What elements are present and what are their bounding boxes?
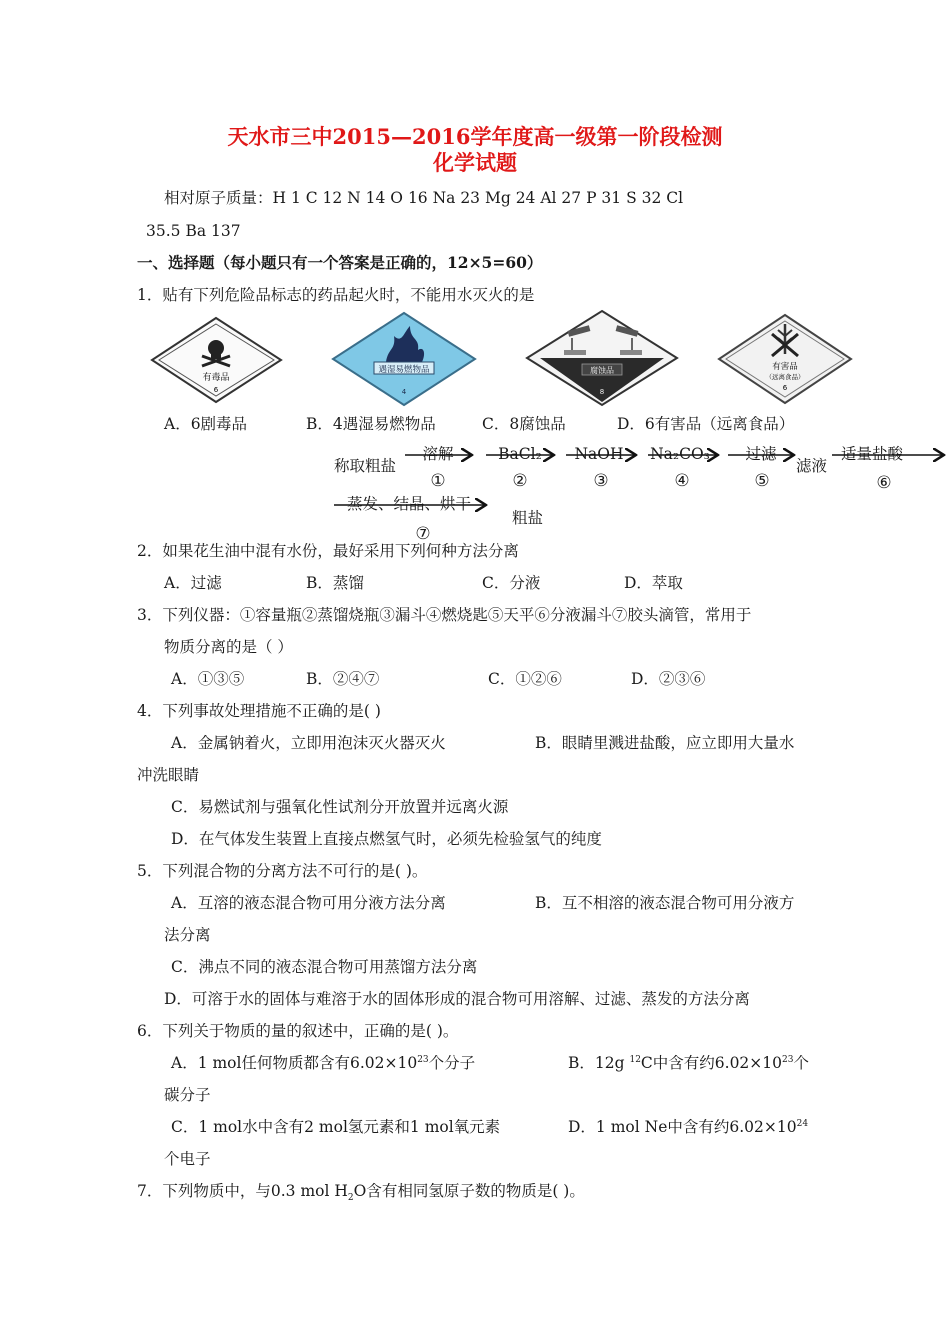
flow-step-4: Na₂CO₃ bbox=[650, 445, 710, 463]
flow-end: 粗盐 bbox=[512, 509, 544, 527]
svg-text:8: 8 bbox=[599, 388, 605, 396]
flow-step-1: 溶解 bbox=[422, 445, 454, 463]
q3-stem-line1: 3．下列仪器：①容量瓶②蒸馏烧瓶③漏斗④燃烧匙⑤天平⑥分液漏斗⑦胶头滴管，常用于 bbox=[137, 606, 752, 624]
flow-step-5: 过滤 bbox=[745, 445, 777, 463]
atomic-masses-line1: 相对原子质量：H 1 C 12 N 14 O 16 Na 23 Mg 24 Al 27 P 31 S 32 Cl bbox=[164, 189, 684, 207]
flow-step-7: 蒸发、结晶、烘干 bbox=[346, 495, 471, 513]
page-title: 天水市三中2015—2016学年度高一级第一阶段检测 bbox=[227, 124, 723, 149]
q2-option-d[interactable]: D．萃取 bbox=[624, 574, 683, 592]
flow-step-2: BaCl₂ bbox=[498, 445, 542, 463]
q5-option-c[interactable]: C．沸点不同的液态混合物可用蒸馏方法分离 bbox=[171, 958, 478, 976]
q2-stem: 2．如果花生油中混有水份，最好采用下列何种方法分离 bbox=[137, 542, 519, 560]
q4-option-d[interactable]: D．在气体发生装置上直接点燃氢气时，必须先检验氢气的纯度 bbox=[171, 830, 602, 848]
q6-option-b-cont: 碳分子 bbox=[164, 1086, 211, 1104]
flow-start: 称取粗盐 bbox=[334, 457, 397, 475]
flow-step-6: 适量盐酸 bbox=[840, 445, 903, 463]
q3-option-b[interactable]: B．②④⑦ bbox=[306, 670, 380, 688]
q5-option-b-cont: 法分离 bbox=[164, 926, 211, 944]
q5-option-b[interactable]: B．互不相溶的液态混合物可用分液方 bbox=[535, 894, 795, 912]
flow-num-6: ⑥ bbox=[876, 473, 892, 493]
q1-option-c[interactable]: C．8腐蚀品 bbox=[482, 415, 566, 433]
q3-stem-line2: 物质分离的是（ ） bbox=[164, 638, 293, 656]
q2-option-b[interactable]: B．蒸馏 bbox=[306, 574, 364, 592]
svg-text:4: 4 bbox=[401, 388, 407, 396]
q2-option-c[interactable]: C．分液 bbox=[482, 574, 541, 592]
flow-num-2: ② bbox=[512, 471, 528, 491]
flow-num-3: ③ bbox=[593, 471, 609, 491]
q1-option-d[interactable]: D．6有害品（远离食品） bbox=[617, 415, 795, 433]
flow-num-4: ④ bbox=[674, 471, 690, 491]
q2-option-a[interactable]: A．过滤 bbox=[164, 574, 222, 592]
flow-arrows bbox=[0, 0, 950, 520]
flow-num-5: ⑤ bbox=[754, 471, 770, 491]
flow-mid: 滤液 bbox=[796, 457, 828, 475]
atomic-masses-line2: 35.5 Ba 137 bbox=[146, 222, 241, 240]
q7-stem: 7．下列物质中，与0.3 mol $H_2O$含有相同氢原子数的物质是( )。 bbox=[137, 1182, 585, 1204]
q1-option-a[interactable]: A．6剧毒品 bbox=[164, 415, 248, 433]
page-subtitle: 化学试题 bbox=[433, 150, 517, 175]
flow-num-1: ① bbox=[430, 471, 446, 491]
section-heading: 一、选择题（每小题只有一个答案是正确的，12×5=60） bbox=[137, 253, 543, 272]
flow-step-3: NaOH bbox=[574, 445, 624, 463]
q6-option-a[interactable]: A．1 mol任何物质都含有$6.02\times 10^{23}$个分子 bbox=[171, 1054, 476, 1072]
q1-option-b[interactable]: B．4遇湿易燃物品 bbox=[306, 415, 436, 433]
q4-stem: 4．下列事故处理措施不正确的是( ) bbox=[137, 702, 381, 720]
q6-option-b[interactable]: B．12g $^{12}$C中含有约$6.02\times 10^{23}$个 bbox=[568, 1054, 809, 1072]
q4-option-a[interactable]: A．金属钠着火，立即用泡沫灭火器灭火 bbox=[171, 734, 446, 752]
svg-text:腐蚀品: 腐蚀品 bbox=[590, 366, 614, 375]
q3-option-c[interactable]: C．①②⑥ bbox=[488, 670, 562, 688]
q4-option-b[interactable]: B．眼睛里溅进盐酸，应立即用大量水 bbox=[535, 734, 795, 752]
q5-option-a[interactable]: A．互溶的液态混合物可用分液方法分离 bbox=[171, 894, 446, 912]
q3-option-a[interactable]: A．①③⑤ bbox=[171, 670, 245, 688]
svg-text:6: 6 bbox=[782, 384, 788, 392]
svg-text:有害品: 有害品 bbox=[772, 362, 798, 372]
q3-option-d[interactable]: D．②③⑥ bbox=[631, 670, 706, 688]
q6-option-d-cont: 个电子 bbox=[164, 1150, 211, 1168]
q4-option-b-cont: 冲洗眼睛 bbox=[137, 766, 200, 784]
q4-option-c[interactable]: C．易燃试剂与强氧化性试剂分开放置并远离火源 bbox=[171, 798, 509, 816]
q6-option-d[interactable]: D．1 mol Ne中含有约$6.02\times 10^{24}$ bbox=[568, 1118, 809, 1136]
flow-num-7: ⑦ bbox=[415, 524, 431, 544]
svg-text:（远离食品）: （远离食品） bbox=[765, 373, 805, 381]
q6-stem: 6．下列关于物质的量的叙述中，正确的是( )。 bbox=[137, 1022, 459, 1040]
svg-text:有毒品: 有毒品 bbox=[202, 373, 230, 383]
q5-stem: 5．下列混合物的分离方法不可行的是( )。 bbox=[137, 862, 428, 880]
svg-text:6: 6 bbox=[213, 386, 219, 394]
q6-option-c[interactable]: C．1 mol水中含有2 mol氢元素和1 mol氧元素 bbox=[171, 1118, 501, 1136]
q1-stem: 1．贴有下列危险品标志的药品起火时，不能用水灭火的是 bbox=[137, 286, 535, 304]
q5-option-d[interactable]: D．可溶于水的固体与难溶于水的固体形成的混合物可用溶解、过滤、蒸发的方法分离 bbox=[164, 990, 750, 1008]
svg-text:遇湿易燃物品: 遇湿易燃物品 bbox=[378, 365, 430, 375]
